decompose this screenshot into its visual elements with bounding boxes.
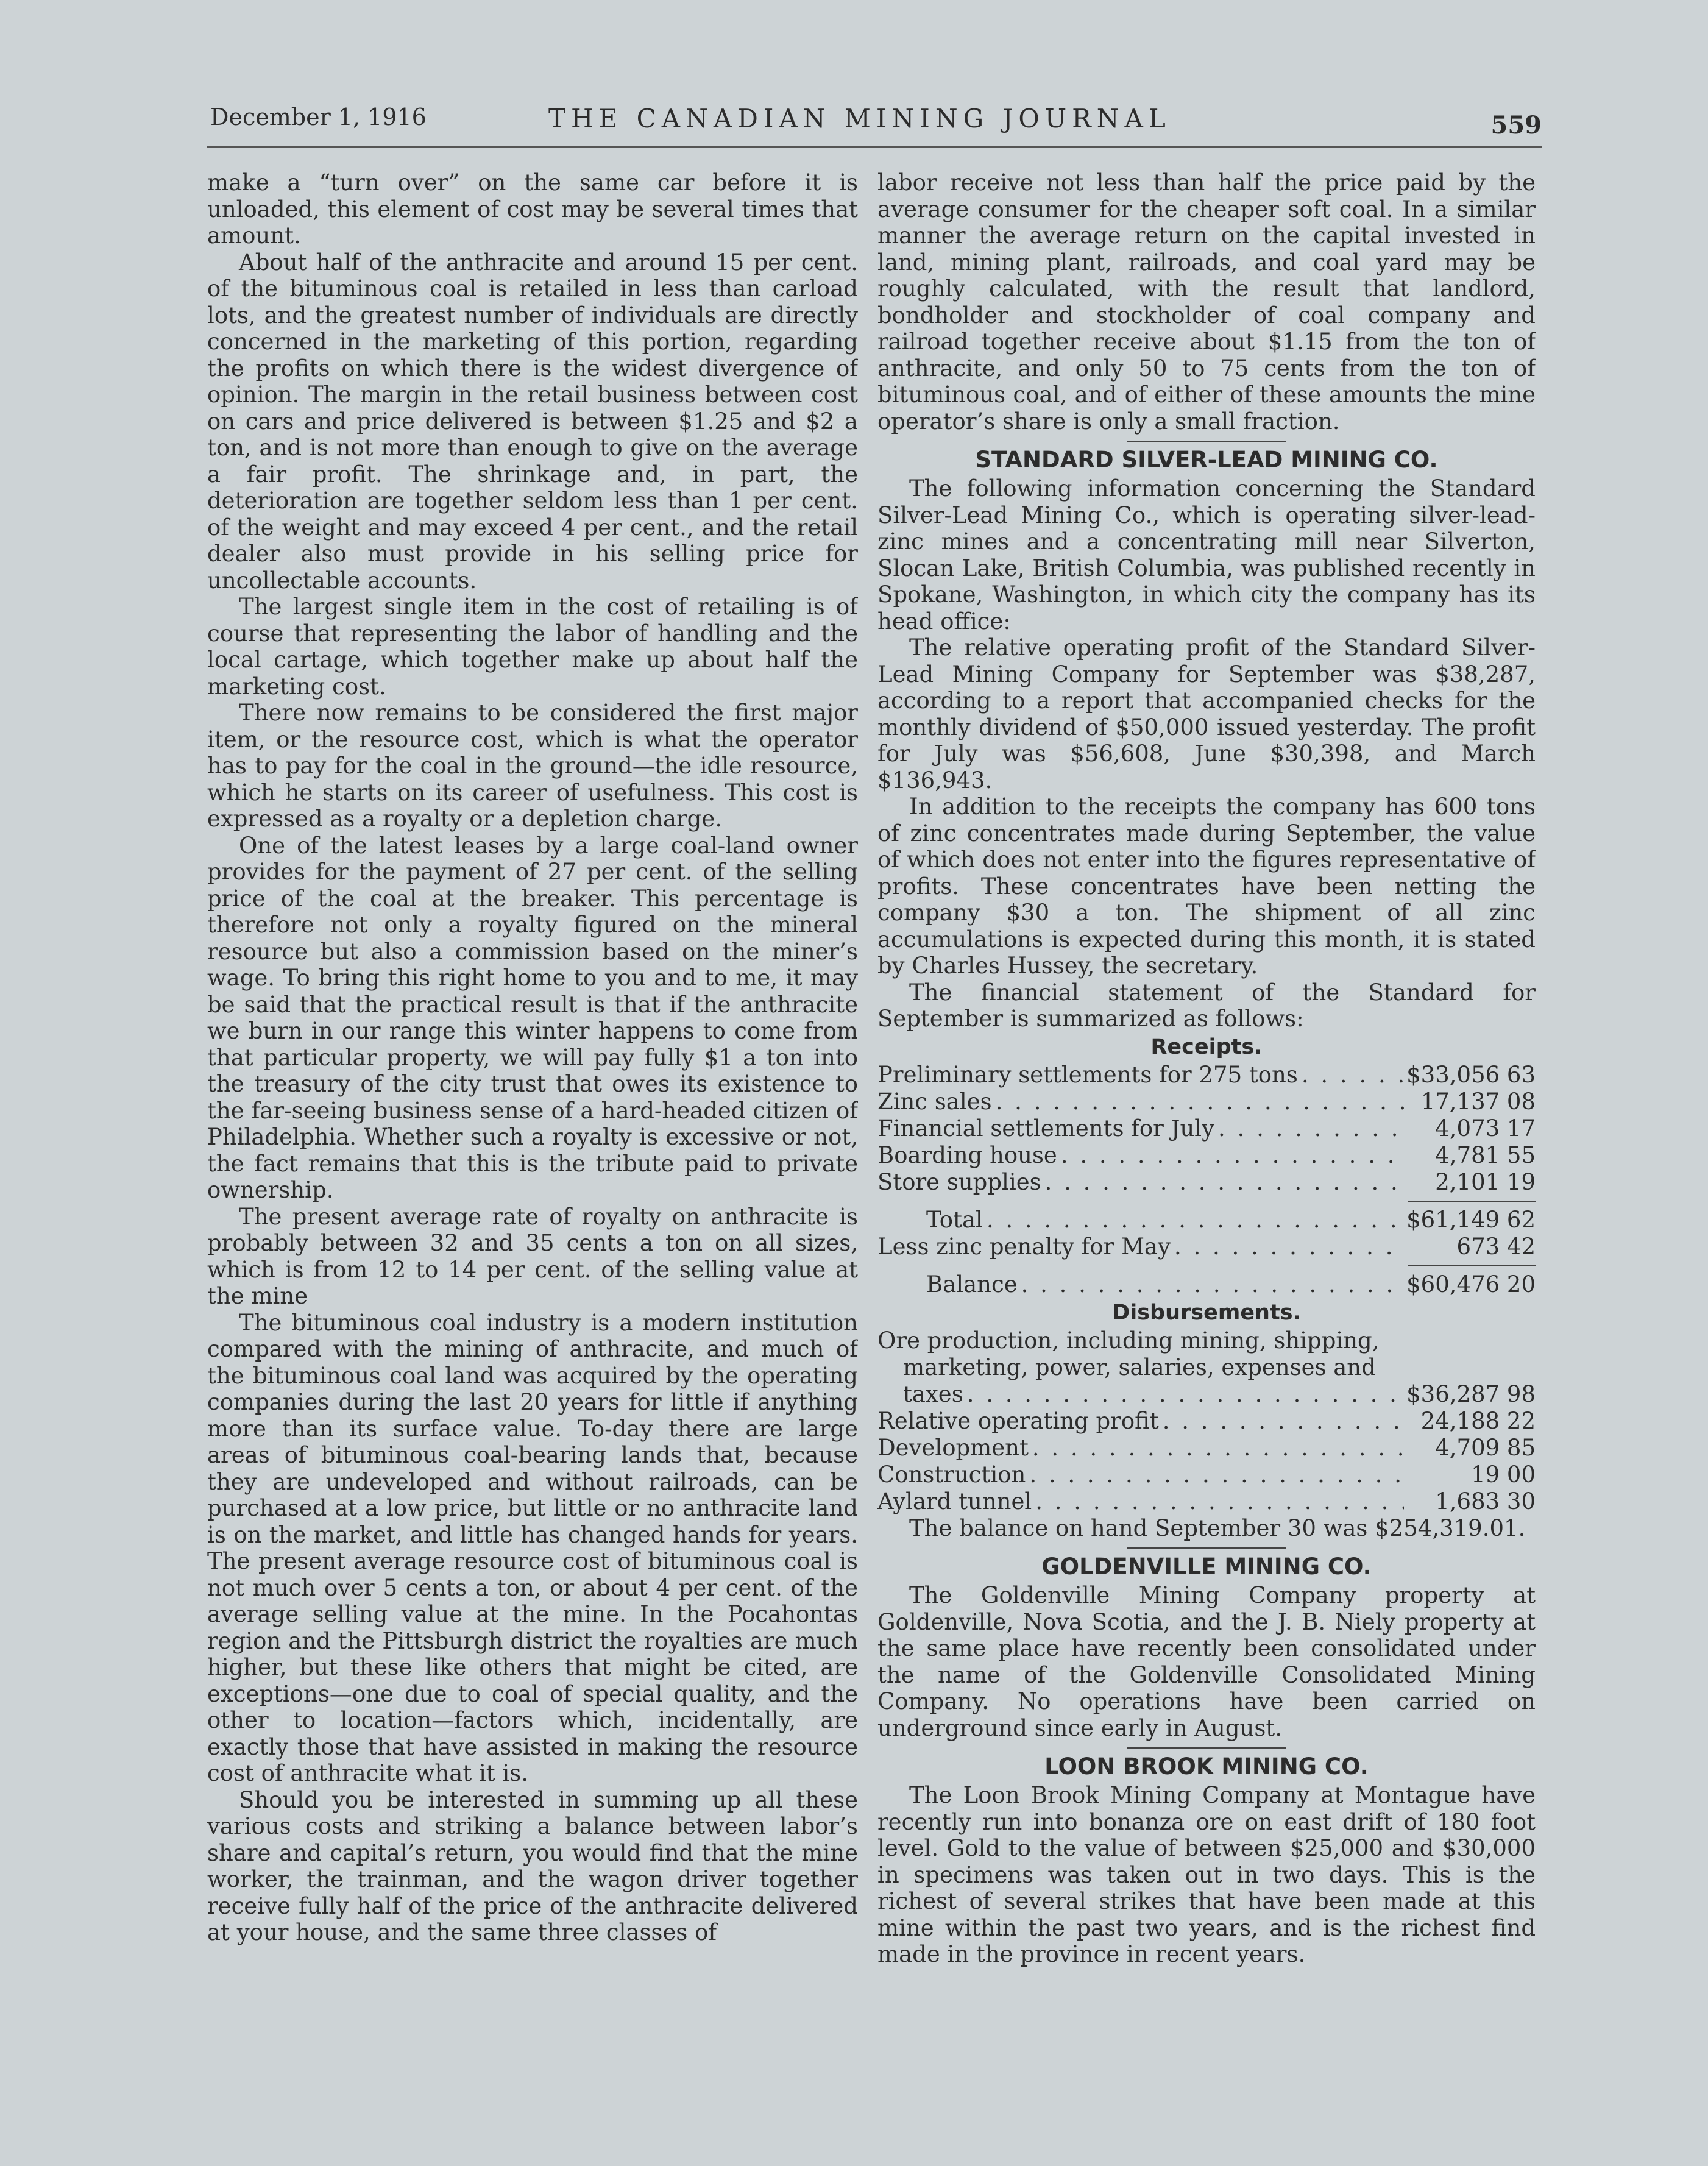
- row-label: Aylard tunnel: [877, 1488, 1032, 1514]
- row-label: marketing, power, salaries, expenses and: [903, 1354, 1376, 1380]
- paragraph: The relative operating profit of the Standard Silver-Lead Mining Company for September was $38,287, according to a report that accompanied checks for the monthly dividend of $50,000 issued yesterday. The profit for July was $56,608, June $30,398, and March $136,943.: [877, 634, 1536, 794]
- row-amount: 17,137 08: [1420, 1088, 1536, 1115]
- section-divider: [1127, 1747, 1286, 1749]
- paragraph: Should you be interested in summing up all these various costs and striking a balance between labor’s share and capital’s return, you would find that the mine worker, the trainman, and the wagon driver together receive fully half of the price of the anthracite delivered at your house, and the same three classes of: [207, 1786, 858, 1945]
- row-amount: 1,683 30: [1435, 1488, 1536, 1514]
- receipt-row: [877, 1115, 1536, 1142]
- row-label: Boarding house: [877, 1142, 1057, 1168]
- disbursement-row: [877, 1461, 1536, 1488]
- row-amount: $61,149 62: [1406, 1206, 1536, 1233]
- receipt-row: [877, 1142, 1536, 1169]
- row-amount: 4,709 85: [1435, 1434, 1536, 1461]
- row-amount: $33,056 63: [1406, 1061, 1536, 1088]
- disbursements-table: [877, 1327, 1536, 1542]
- row-amount: 4,073 17: [1435, 1115, 1536, 1142]
- row-label: Development: [877, 1434, 1029, 1461]
- row-label: Preliminary settlements for 275 tons: [877, 1061, 1298, 1088]
- row-amount: $36,287 98: [1406, 1380, 1536, 1407]
- paragraph: The Loon Brook Mining Company at Montague have recently run into bonanza ore on east drift of 180 foot level. Gold to the value of between $25,000 and $30,000 in specimens was taken out in two days. This is the richest of several strikes that have been made at this mine within the past two years, and is the richest find made in the province in recent years.: [877, 1782, 1536, 1967]
- row-amount: 24,188 22: [1420, 1407, 1536, 1434]
- row-amount: 2,101 19: [1435, 1168, 1536, 1195]
- row-amount: 4,781 55: [1435, 1142, 1536, 1168]
- paragraph: The financial statement of the Standard for September is summarized as follows:: [877, 979, 1536, 1032]
- receipts-table: [877, 1062, 1536, 1298]
- row-label: Zinc sales: [877, 1088, 992, 1115]
- receipts-heading: Receipts.: [1150, 1034, 1263, 1059]
- paragraph: The present average rate of royalty on anthracite is probably between 32 and 35 cents a ton on all sizes, which is from 12 to 14 per cent. of the selling value at the mine: [207, 1203, 858, 1309]
- journal-title: THE CANADIAN MINING JOURNAL: [548, 104, 1171, 133]
- paragraph: There now remains to be considered the first major item, or the resource cost, which is what the operator has to pay for the coal in the ground—the idle resource, which he starts on its career of usefulness. This cost is expressed as a royalty or a depletion charge.: [207, 700, 858, 832]
- row-label: taxes: [903, 1380, 963, 1407]
- row-amount: $60,476 20: [1406, 1271, 1536, 1298]
- paragraph: One of the latest leases by a large coal-land owner provides for the payment of 27 per cent. of the selling price of the coal at the breaker. This percentage is therefore not only a royalty figured on the mineral resource but also a commission based on the miner’s wage. To bring this right home to you and to me, it may be said that the practical result is that if the anthracite we burn in our range this winter happens to come from that particular property, we will pay fully $1 a ton into the treasury of the city trust that owes its existence to the far-seeing business sense of a hard-headed citizen of Philadelphia. Whether such a royalty is excessive or not, the fact remains that this is the tribute paid to private ownership.: [207, 832, 858, 1203]
- row-amount: 19 00: [1471, 1461, 1536, 1488]
- disbursement-row: [877, 1488, 1536, 1515]
- paragraph: The following information concerning the Standard Silver-Lead Mining Co., which is operating silver-lead-zinc mines and a concentrating mill near Silverton, Slocan Lake, British Columbia, was published recently in Spokane, Washington, in which city the company has its head office:: [877, 475, 1536, 634]
- paragraph: make a “turn over” on the same car before it is unloaded, this element of cost may be several times that amount.: [207, 169, 858, 249]
- row-label: Construction: [877, 1461, 1026, 1488]
- page-header: [207, 98, 1542, 148]
- paragraph: About half of the anthracite and around 15 per cent. of the bituminous coal is retailed in less than carload lots, and the greatest number of individuals are directly concerned in the marketing of this portion, regarding the profits on which there is the widest divergence of opinion. The margin in the retail business between cost on cars and price delivered is between $1.25 and $2 a ton, and is not more than enough to give on the average a fair profit. The shrinkage and, in part, the deterioration are together seldom less than 1 per cent. of the weight and may exceed 4 per cent., and the retail dealer also must provide in his selling price for uncollectable accounts.: [207, 249, 858, 594]
- left-column: [207, 169, 858, 2059]
- disbursement-row: [877, 1408, 1536, 1435]
- row-label: Financial settlements for July: [877, 1115, 1215, 1142]
- article-heading-goldenville: GOLDENVILLE MINING CO.: [1041, 1553, 1372, 1580]
- header-date: December 1, 1916: [210, 104, 427, 130]
- less-row: [877, 1234, 1536, 1260]
- disbursement-row: [877, 1381, 1536, 1408]
- total-row: [877, 1207, 1536, 1234]
- paragraph: labor receive not less than half the price paid by the average consumer for the cheaper soft coal. In a similar manner the average return on the capital invested in land, mining plant, railroads, and coal yard may be roughly calculated, with the result that landlord, bondholder and stockholder of coal company and railroad together receive about $1.15 from the ton of anthracite, and only 50 to 75 cents from the ton of bituminous coal, and of either of these amounts the mine operator’s share is only a small fraction.: [877, 169, 1536, 435]
- row-label: Less zinc penalty for May: [877, 1233, 1171, 1260]
- section-divider: [1127, 1547, 1286, 1549]
- paragraph: The largest single item in the cost of retailing is of course that representing the labor of handling and the local cartage, which together make up about half the marketing cost.: [207, 594, 858, 700]
- receipt-row: [877, 1062, 1536, 1088]
- paragraph: The Goldenville Mining Company property at Goldenville, Nova Scotia, and the J. B. Niely property at the same place have recently been consolidated under the name of the Goldenville Consolidated Mining Company. No operations have been carried on underground since early in August.: [877, 1582, 1536, 1741]
- balance-note: The balance on hand September 30 was $254,319.01.: [909, 1514, 1526, 1541]
- balance-row: [877, 1271, 1536, 1298]
- section-divider: [1127, 441, 1286, 442]
- row-label: Total: [926, 1206, 983, 1233]
- sum-rule: [1408, 1265, 1536, 1266]
- disbursements-heading: Disbursements.: [1112, 1300, 1301, 1325]
- paragraph: The bituminous coal industry is a modern institution compared with the mining of anthracite, and much of the bituminous coal land was acquired by the operating companies during the last 20 years for little if anything more than its surface value. To-day there are large areas of bituminous coal-bearing lands that, because they are undeveloped and without railroads, can be purchased at a low price, but little or no anthracite land is on the market, and little has changed hands for years. The present average resource cost of bituminous coal is not much over 5 cents a ton, or about 4 per cent. of the average selling value at the mine. In the Pocahontas region and the Pittsburgh district the royalties are much higher, but these like others that might be cited, are exceptions—one due to coal of special quality, and the other to location—factors which, incidentally, are exactly those that have assisted in making the resource cost of anthracite what it is.: [207, 1309, 858, 1786]
- sum-rule: [1408, 1201, 1536, 1202]
- paragraph: In addition to the receipts the company has 600 tons of zinc concentrates made during September, the value of which does not enter into the figures representative of profits. These concentrates have been netting the company $30 a ton. The shipment of all zinc accumulations is expected during this month, it is stated by Charles Hussey, the secretary.: [877, 794, 1536, 979]
- article-heading-standard: STANDARD SILVER-LEAD MINING CO.: [975, 447, 1438, 473]
- receipt-row: [877, 1169, 1536, 1196]
- row-label: Store supplies: [877, 1168, 1041, 1195]
- article-heading-loon-brook: LOON BROOK MINING CO.: [1044, 1753, 1369, 1780]
- row-amount: 673 42: [1456, 1233, 1536, 1260]
- disbursement-row: [877, 1435, 1536, 1461]
- receipt-row: [877, 1088, 1536, 1115]
- right-column: [877, 169, 1536, 2059]
- row-label: Ore production, including mining, shipping,: [877, 1327, 1380, 1354]
- page-number: 559: [1490, 111, 1542, 140]
- row-label: Balance: [926, 1271, 1018, 1298]
- row-label: Relative operating profit: [877, 1407, 1159, 1434]
